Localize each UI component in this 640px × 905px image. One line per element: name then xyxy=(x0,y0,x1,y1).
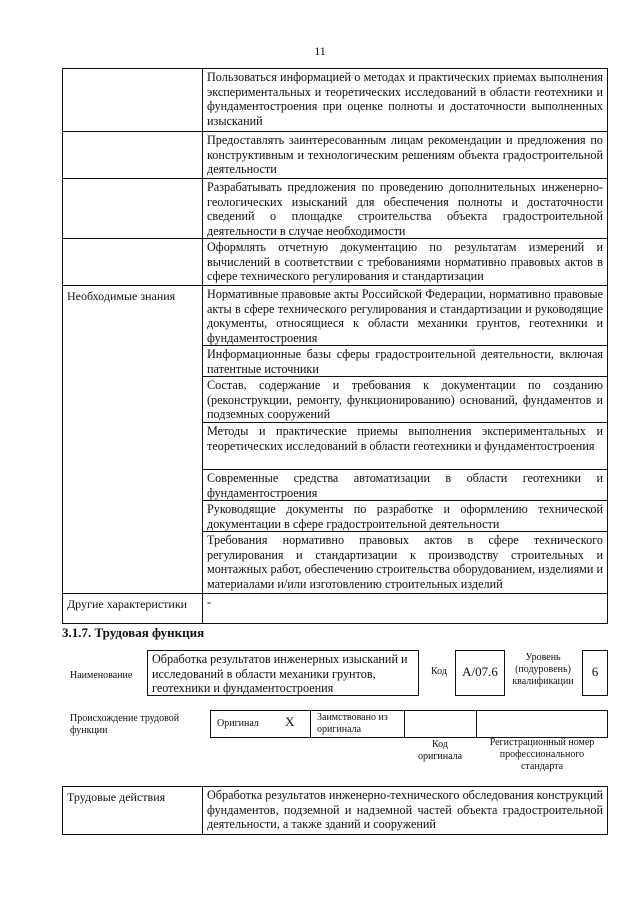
empty-label-cell xyxy=(63,239,203,286)
page-number: 11 xyxy=(314,44,326,58)
table-row: Информационные базы сферы градостроительной деятельности, включая патентные источники xyxy=(203,346,608,377)
code-label: Код xyxy=(431,666,447,677)
name-value: Обработка результатов инженерных изысканий и исследований в области механики грунтов, геотехники и фундаментостроения xyxy=(147,650,419,696)
origin-label: Происхождение трудовой функции xyxy=(70,713,180,736)
code-value: А/07.6 xyxy=(455,650,505,696)
table-row: Современные средства автоматизации в области геотехники и фундаментостроения xyxy=(203,470,608,501)
table-row: Руководящие документы по разработке и оформлению технической документации в сфере градостроительной деятельности xyxy=(203,501,608,532)
other-label: Другие характеристики xyxy=(63,594,203,624)
original-mark: X xyxy=(285,714,295,729)
level-value: 6 xyxy=(582,650,608,696)
origin-row xyxy=(210,710,608,738)
actions-table xyxy=(62,786,608,835)
main-table xyxy=(62,68,608,624)
table-row: Разрабатывать предложения по проведению дополнительных инженерно-геологических изысканий для обеспечения полноты и достаточности сведений о площадке строительства объекта градостроительной деятельности в случае необходимости xyxy=(203,179,608,239)
code-original-cell xyxy=(405,711,477,737)
table-row: Предоставлять заинтересованным лицам рекомендации и предложения по конструктивным и технологическим решениям объекта градостроительной деятельности xyxy=(203,132,608,179)
name-label: Наименование xyxy=(70,670,133,681)
original-cell xyxy=(211,711,311,737)
reg-number-label: Регистрационный номер профессионального стандарта xyxy=(489,737,595,772)
actions-text: Обработка результатов инженерно-технического обследования конструкций фундаментов, подземной и надземной частей объекта градостроительной деятельности, а также зданий и сооружений xyxy=(203,787,608,835)
empty-label-cell xyxy=(63,179,203,239)
section-title: 3.1.7. Трудовая функция xyxy=(62,625,205,640)
knowledge-label: Необходимые знания xyxy=(63,286,203,594)
borrowed-cell xyxy=(311,711,405,737)
empty-label-cell xyxy=(63,132,203,179)
table-row: Пользоваться информацией о методах и практических приемах выполнения экспериментальных и теоретических исследований в области геотехники и фундаментостроения при оценке полноты и достаточности выполненных изысканий xyxy=(203,69,608,132)
table-row: Состав, содержание и требования к документации по созданию (реконструкции, ремонту, функционированию) оснований, фундаментов и подземных сооружений xyxy=(203,377,608,423)
table-row: Методы и практические приемы выполнения экспериментальных и теоретических исследований в области геотехники и фундаментостроения xyxy=(203,423,608,470)
level-label: Уровень (подуровень) квалификации xyxy=(512,652,574,687)
original-label: Оригинал xyxy=(217,718,259,729)
table-row: Требования нормативно правовых актов в сфере технического регулирования и стандартизации к производству строительных и монтажных работ, обеспечению строительства оборудованием, изделиями и материалами и/или изготовлению строительных изделий xyxy=(203,532,608,594)
empty-label-cell xyxy=(63,69,203,132)
table-row: Нормативные правовые акты Российской Федерации, нормативно правовые акты в сфере технического регулирования и стандартизации и руководящие документы, относящиеся к области механики грунтов, геотехники и фундаментостроения xyxy=(203,286,608,346)
other-value: - xyxy=(203,594,608,624)
table-row: Оформлять отчетную документацию по результатам измерений и вычислений в соответствии с требованиями нормативно правовых актов в сфере технического регулирования и стандартизации xyxy=(203,239,608,286)
code-original-label: Код оригинала xyxy=(417,739,463,762)
borrowed-label: Заимствовано из оригинала xyxy=(317,712,388,735)
actions-label: Трудовые действия xyxy=(63,787,203,835)
